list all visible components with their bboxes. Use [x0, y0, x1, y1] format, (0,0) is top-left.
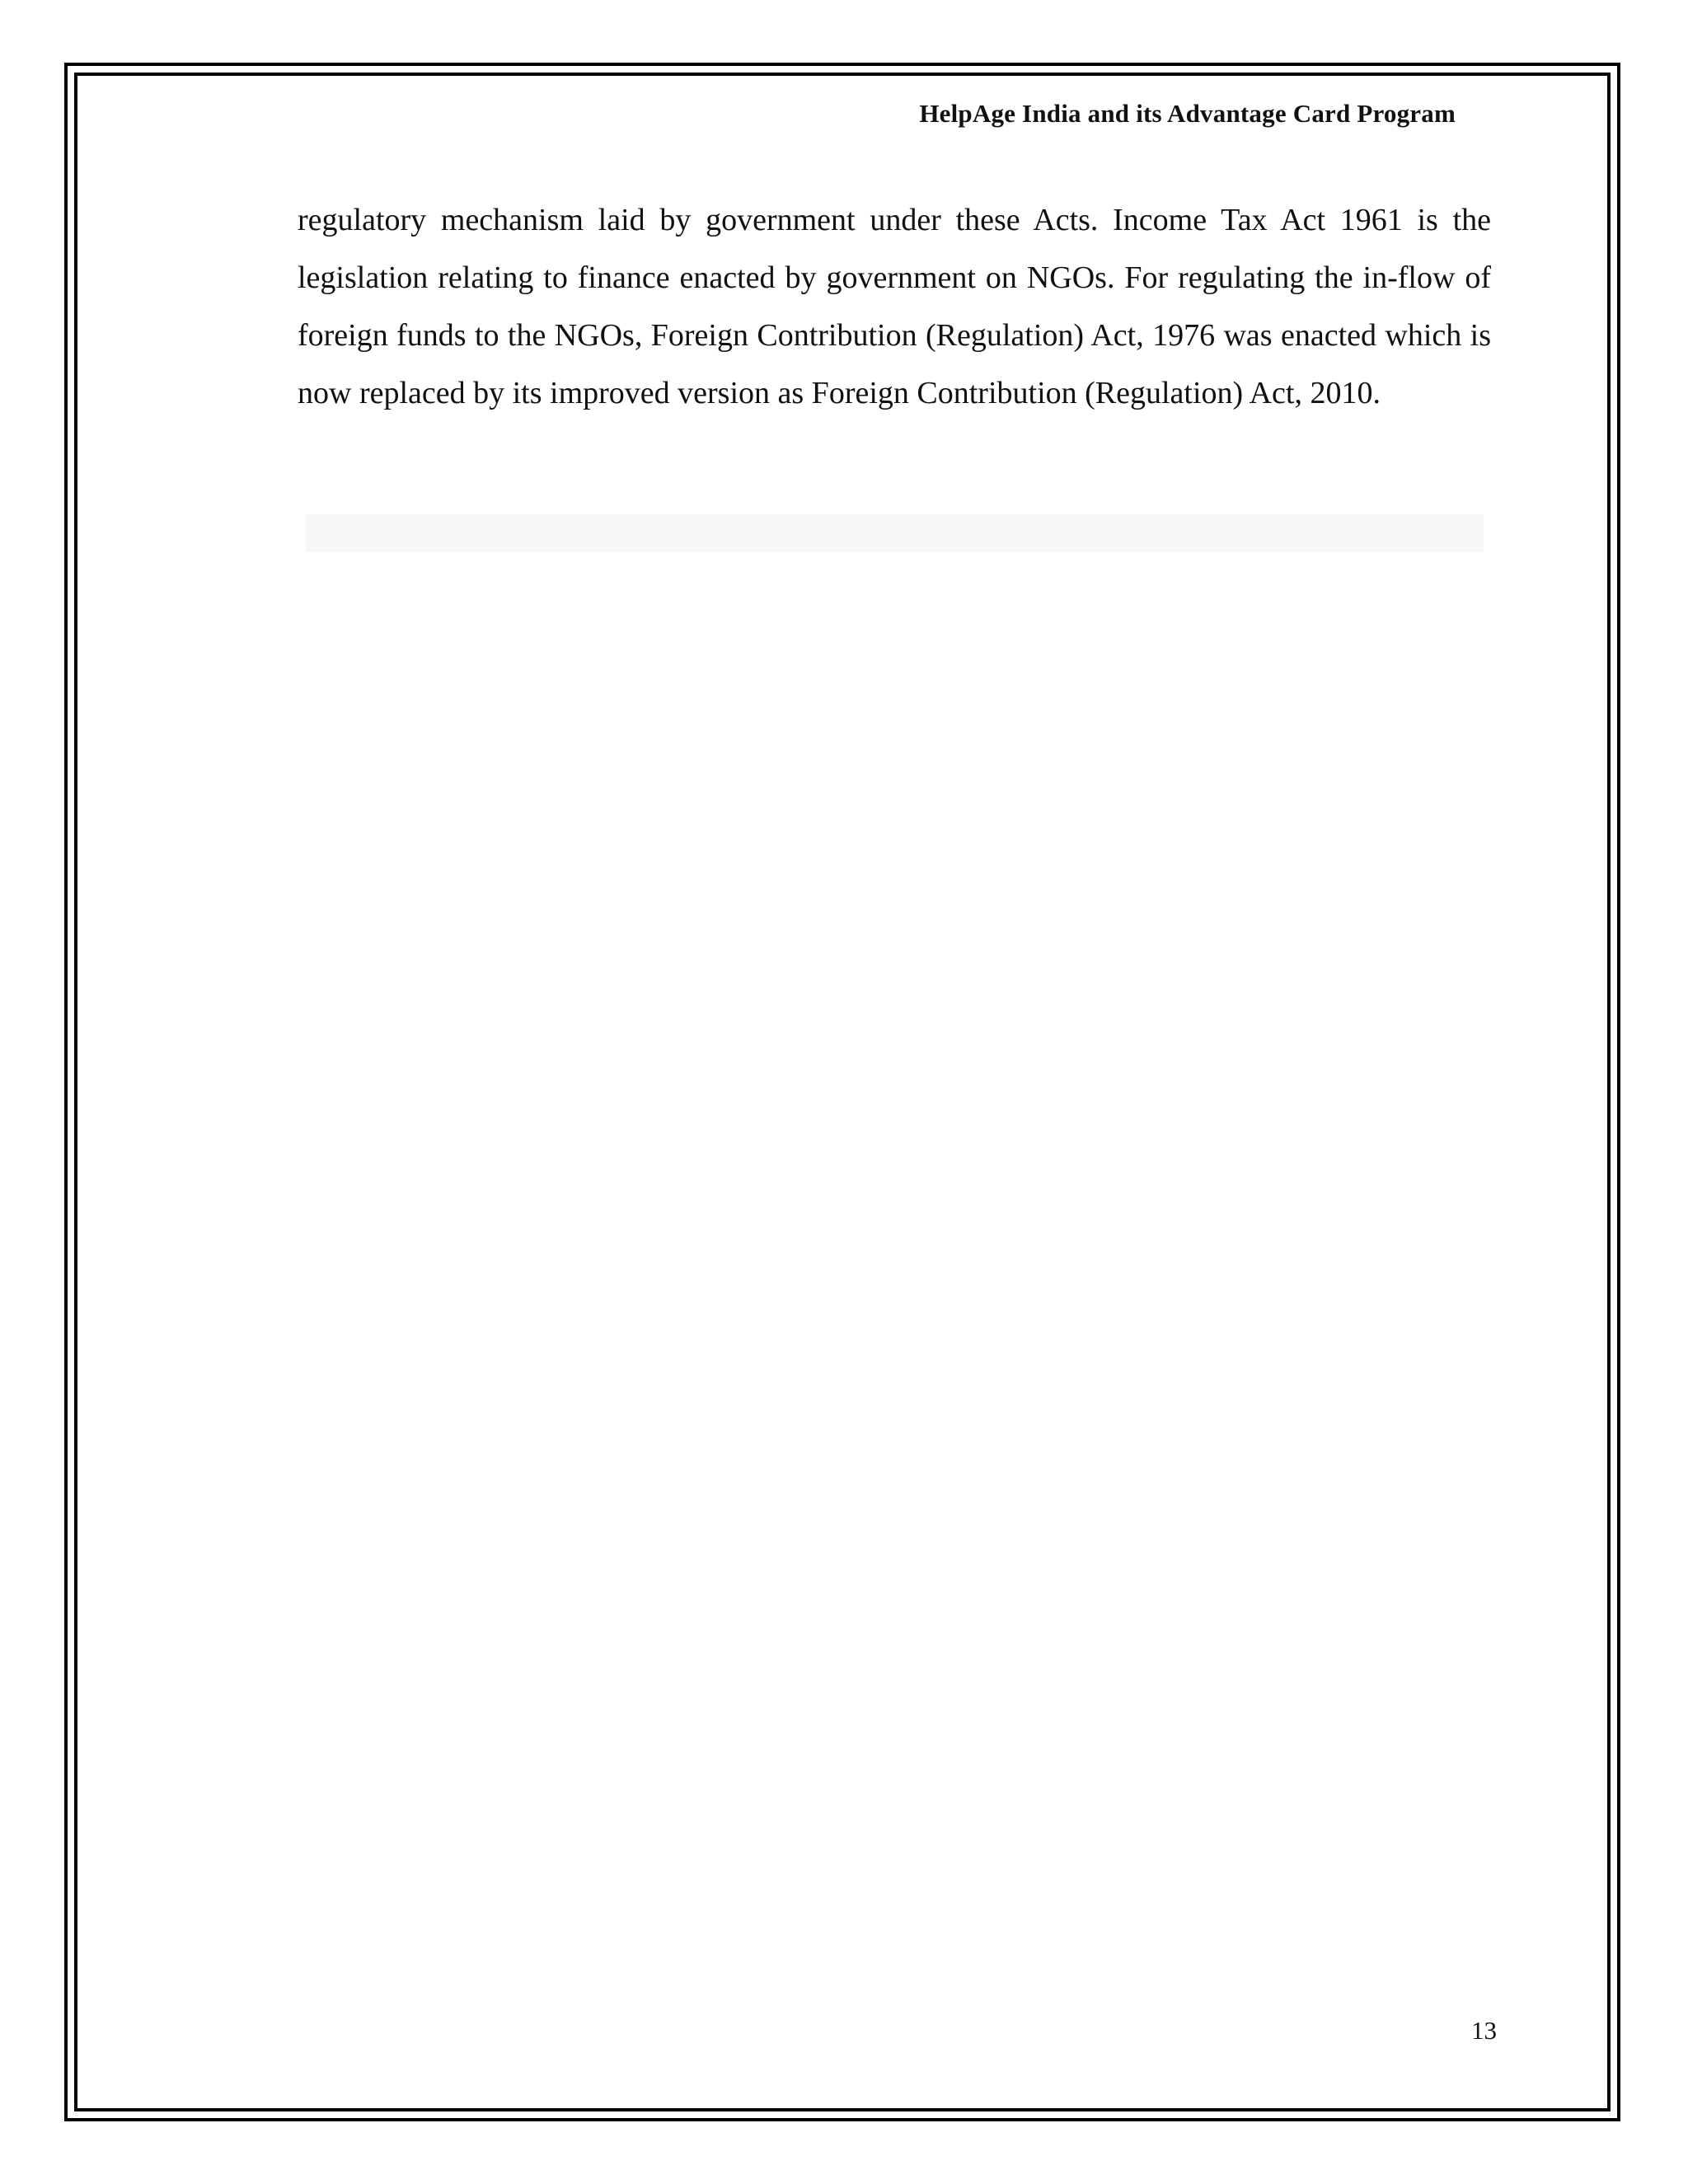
- body-text-block: [298, 191, 1491, 422]
- page-number: 13: [1471, 2016, 1497, 2045]
- running-header: HelpAge India and its Advantage Card Program: [919, 99, 1456, 128]
- faint-shaded-band: [306, 514, 1484, 552]
- body-paragraph: regulatory mechanism laid by government under these Acts. Income Tax Act 1961 is the legislation relating to finance enacted by government on NGOs. For regulating the in-flow of foreign funds to the NGOs, Foreign Contribution (Regulation) Act, 1976 was enacted which is now replaced by its improved version as Foreign Contribution (Regulation) Act, 2010.: [298, 203, 1491, 410]
